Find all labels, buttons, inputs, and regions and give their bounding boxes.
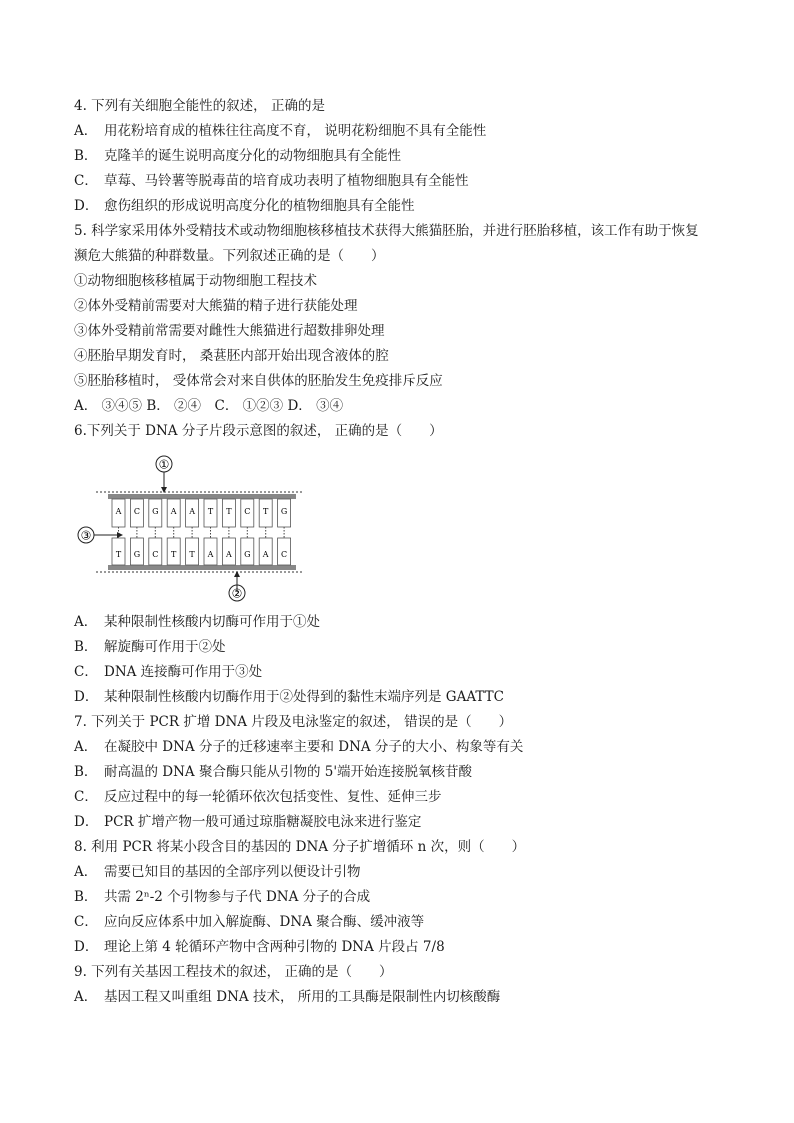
question-8-option-b: [74, 888, 370, 906]
option-letter: A．: [74, 864, 98, 880]
option-text: 基因工程又叫重组 DNA 技术， 所用的工具酶是限制性内切核酸酶: [104, 989, 501, 1005]
bottom-base-letter: T: [189, 550, 195, 559]
label-1: ①: [158, 457, 170, 472]
option-letter: D．: [74, 198, 99, 214]
top-base-letter: A: [170, 507, 177, 516]
question-4-option-d: [74, 197, 415, 215]
arrow-3-head: [117, 532, 123, 538]
question-9-option-a: [74, 988, 500, 1006]
question-4-option-a: [74, 122, 486, 140]
top-base-letter: C: [244, 507, 251, 516]
option-text: DNA 连接酶可作用于③处: [104, 664, 263, 680]
question-7-option-d: [74, 813, 421, 831]
question-7-stem: 7. 下列关于 PCR 扩增 DNA 片段及电泳鉴定的叙述， 错误的是（ ）: [74, 714, 513, 730]
option-text: 某种限制性核酸内切酶可作用于①处: [104, 614, 320, 630]
question-4-option-b: [74, 147, 401, 165]
option-letter: D．: [74, 814, 99, 830]
top-base-letter: G: [280, 507, 288, 516]
bottom-backbone: [108, 565, 296, 570]
option-text: 需要已知目的基因的全部序列以便设计引物: [104, 864, 361, 880]
top-backbone: [108, 494, 296, 499]
option-letter: B．: [74, 889, 98, 905]
question-5-stem-line-1: 5. 科学家采用体外受精技术或动物细胞核移植技术获得大熊猫胚胎，并进行胚胎移植，该工作有助于恢复: [74, 223, 699, 239]
question-9-stem: 9. 下列有关基因工程技术的叙述， 正确的是（ ）: [74, 964, 393, 980]
question-5-statement-5: ⑤胚胎移植时， 受体常会对来自供体的胚胎发生免疫排斥反应: [74, 373, 443, 389]
question-4-stem: 4. 下列有关细胞全能性的叙述， 正确的是: [74, 98, 325, 114]
base-pairs: [112, 499, 291, 565]
top-base-letter: T: [207, 507, 214, 516]
question-8-option-c: [74, 913, 424, 931]
bottom-base-letter: C: [152, 550, 159, 559]
question-6-option-c: [74, 663, 262, 681]
question-5-stem-line-2: 濒危大熊猫的种群数量。下列叙述正确的是（ ）: [74, 248, 385, 264]
option-letter: A．: [74, 123, 98, 139]
question-5-statement-2: ②体外受精前需要对大熊猫的精子进行获能处理: [74, 298, 358, 314]
question-6-option-b: [74, 638, 226, 656]
question-7-option-b: [74, 763, 472, 781]
bottom-base-letter: T: [171, 550, 177, 559]
question-8-option-d: [74, 938, 445, 956]
option-letter: C．: [74, 664, 98, 680]
option-letter: B．: [74, 639, 98, 655]
question-8-stem: 8. 利用 PCR 将某小段含目的基因的 DNA 分子扩增循环 n 次，则（ ）: [74, 839, 526, 855]
option-text: 某种限制性核酸内切酶作用于②处得到的黏性末端序列是 GAATTC: [104, 689, 504, 705]
option-text: 反应过程中的每一轮循环依次包括变性、复性、延伸三步: [104, 789, 442, 805]
label-3: ③: [80, 528, 92, 543]
bottom-base-letter: A: [207, 550, 214, 559]
top-base-letter: A: [189, 507, 195, 516]
bottom-base-letter: T: [115, 550, 122, 559]
option-letter: B．: [74, 148, 98, 164]
top-base-letter: C: [133, 507, 140, 516]
top-base-letter: G: [152, 507, 159, 516]
question-5-statement-4: ④胚胎早期发育时， 桑葚胚内部开始出现含液体的腔: [74, 348, 389, 364]
option-letter: D．: [74, 939, 99, 955]
question-8-option-a: [74, 863, 361, 881]
bottom-base-letter: G: [133, 550, 141, 559]
label-2: ②: [231, 586, 243, 601]
option-text: 耐高温的 DNA 聚合酶只能从引物的 5'端开始连接脱氧核苷酸: [104, 764, 473, 780]
option-letter: C．: [74, 173, 98, 189]
option-letter: C．: [74, 914, 98, 930]
option-letter: A．: [74, 739, 98, 755]
option-letter: A．: [74, 989, 98, 1005]
option-letter: B．: [74, 764, 98, 780]
option-text: 应向反应体系中加入解旋酶、DNA 聚合酶、缓冲液等: [104, 914, 425, 930]
option-text: 共需 2ⁿ-2 个引物参与子代 DNA 分子的合成: [104, 889, 371, 905]
question-4-option-c: [74, 172, 469, 190]
option-letter: D．: [74, 689, 99, 705]
bottom-base-letter: A: [262, 550, 269, 559]
question-5-statement-3: ③体外受精前常需要对雌性大熊猫进行超数排卵处理: [74, 323, 385, 339]
option-text: PCR 扩增产物一般可通过琼脂糖凝胶电泳来进行鉴定: [104, 814, 422, 830]
option-text: 草莓、马铃薯等脱毒苗的培育成功表明了植物细胞具有全能性: [104, 173, 469, 189]
bottom-base-letter: C: [281, 550, 288, 559]
option-text: 在凝胶中 DNA 分子的迁移速率主要和 DNA 分子的大小、构象等有关: [104, 739, 524, 755]
bottom-base-letter: G: [244, 550, 251, 559]
option-text: 愈伤组织的形成说明高度分化的植物细胞具有全能性: [104, 198, 415, 214]
dna-fragment-diagram: [74, 452, 314, 602]
bottom-base-letter: A: [226, 550, 232, 559]
option-letter: A．: [74, 614, 98, 630]
option-text: 用花粉培育成的植株往往高度不育， 说明花粉细胞不具有全能性: [104, 123, 487, 139]
top-base-letter: A: [115, 507, 122, 516]
option-text: 解旋酶可作用于②处: [104, 639, 226, 655]
question-5-statement-1: ①动物细胞核移植属于动物细胞工程技术: [74, 273, 317, 289]
question-6-option-d: [74, 688, 504, 706]
question-7-option-a: [74, 738, 523, 756]
top-base-letter: T: [226, 507, 232, 516]
question-7-option-c: [74, 788, 442, 806]
option-text: 理论上第 4 轮循环产物中含两种引物的 DNA 片段占 7/8: [104, 939, 445, 955]
question-5-options: A． ③④⑤ B． ②④ C． ①②③ D． ③④: [74, 398, 344, 414]
option-letter: C．: [74, 789, 98, 805]
question-6-stem: 6.下列关于 DNA 分子片段示意图的叙述， 正确的是（ ）: [74, 423, 443, 439]
option-text: 克隆羊的诞生说明高度分化的动物细胞具有全能性: [104, 148, 401, 164]
top-base-letter: T: [263, 507, 269, 516]
arrow-2-head: [234, 571, 240, 577]
question-6-option-a: [74, 613, 320, 631]
